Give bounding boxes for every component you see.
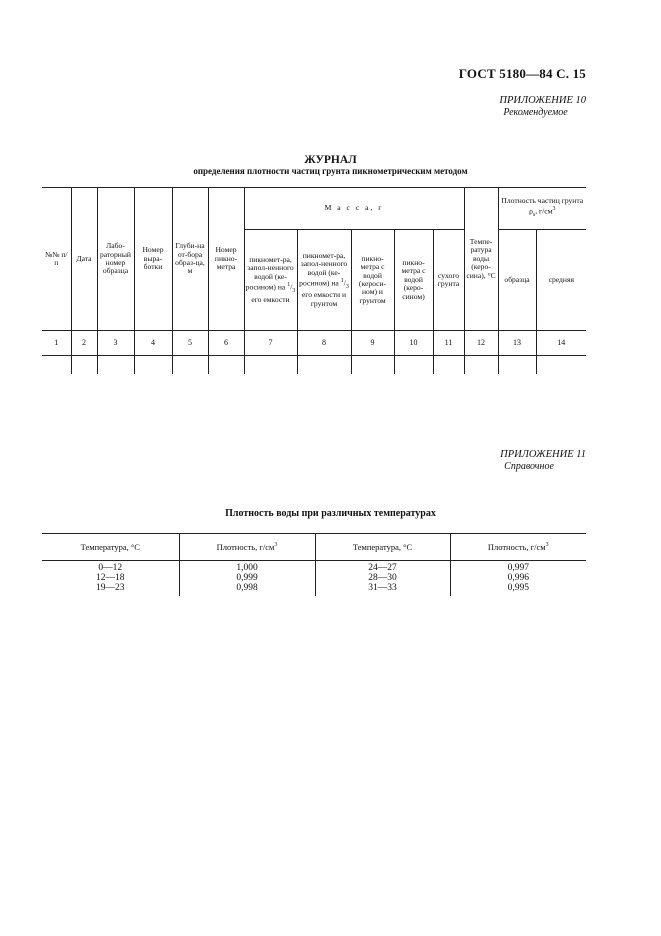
col-group-mass: М а с с а, г — [244, 188, 464, 230]
blank-cell — [244, 356, 297, 375]
blank-cell — [498, 356, 536, 375]
blank-cell — [394, 356, 433, 375]
col-group-particle-density: Плотность частиц грунта $\rho_s$, $г/см^3$ — [498, 188, 586, 230]
density-value: 28—30 — [368, 573, 397, 583]
column-number: 8 — [297, 331, 351, 356]
density-value: 19—23 — [96, 583, 125, 593]
density-value: 0—12 — [98, 563, 123, 573]
column-number-row — [42, 331, 586, 356]
col-header-excavation-number: Номер выра-ботки — [134, 188, 172, 331]
blank-cell — [172, 356, 208, 375]
journal-title: ЖУРНАЛ — [304, 154, 357, 166]
column-number: 12 — [464, 331, 498, 356]
column-number: 14 — [536, 331, 586, 356]
density-header-cell: Температура, °С — [315, 534, 450, 561]
col-header-mass-pycnometer-third: пикномет-ра, запол-ненного водой (ке-росином) на $^1/_3$ его емкости — [244, 230, 297, 331]
column-number: 11 — [433, 331, 464, 356]
density-value: 12—18 — [96, 573, 125, 583]
column-number: 5 — [172, 331, 208, 356]
density-value: 24—27 — [368, 563, 397, 573]
col-header-density-average: средняя — [536, 230, 586, 331]
col-header-pycnometer-number: Номер пикно-метра — [208, 188, 244, 331]
density-value: 0,999 — [236, 573, 258, 583]
column-number: 1 — [42, 331, 71, 356]
density-header-cell: Плотность, $г/см^3$ — [179, 534, 315, 561]
col-header-water-temperature: Темпе-ратура воды (керо-сина), °С — [464, 188, 498, 331]
blank-cell — [536, 356, 586, 375]
blank-cell — [42, 356, 71, 375]
column-number: 13 — [498, 331, 536, 356]
table-row — [42, 561, 586, 597]
appendix-11-title: ПРИЛОЖЕНИЕ 11 — [500, 449, 586, 460]
density-column-values — [179, 561, 315, 597]
blank-cell — [351, 356, 394, 375]
density-header-cell: Температура, °С — [42, 534, 179, 561]
density-column-values — [450, 561, 586, 597]
column-number: 6 — [208, 331, 244, 356]
col-header-sampling-depth: Глуби-на от-бора образ-ца, м — [172, 188, 208, 331]
document-header: ГОСТ 5180—84 С. 15 — [458, 66, 586, 81]
density-header-row — [42, 534, 586, 561]
appendix-10-title: ПРИЛОЖЕНИЕ 10 — [499, 95, 586, 106]
col-header-mass-pycnometer-water-soil: пикно-метра с водой (кероси-ном) и грунтом — [351, 230, 394, 331]
water-density-table — [42, 533, 586, 596]
blank-cell — [97, 356, 134, 375]
density-header-cell: Плотность, $г/см^3$ — [450, 534, 586, 561]
density-value: 0,998 — [236, 583, 258, 593]
appendix-10-label — [499, 95, 586, 119]
column-number: 10 — [394, 331, 433, 356]
blank-cell — [71, 356, 97, 375]
column-number: 9 — [351, 331, 394, 356]
col-header-density-sample: образца — [498, 230, 536, 331]
density-value: 0,996 — [507, 573, 529, 583]
column-number: 7 — [244, 331, 297, 356]
density-value: 31—33 — [368, 583, 397, 593]
blank-cell — [297, 356, 351, 375]
density-value: 1,000 — [236, 563, 258, 573]
density-table-title: Плотность воды при различных температурах — [225, 508, 436, 519]
density-body — [42, 561, 586, 597]
col-header-date: Дата — [71, 188, 97, 331]
density-value: 0,995 — [507, 583, 529, 593]
column-number: 2 — [71, 331, 97, 356]
density-value: 0,997 — [507, 563, 529, 573]
col-header-mass-pycnometer-water: пикно-метра с водой (керо-сином) — [394, 230, 433, 331]
col-header-mass-dry-soil: сухого грунта — [433, 230, 464, 331]
column-number: 3 — [97, 331, 134, 356]
col-header-lab-number: Лабо-раторный номер образца — [97, 188, 134, 331]
appendix-11-status: Справочное — [504, 461, 554, 472]
column-number: 4 — [134, 331, 172, 356]
blank-entry-row — [42, 356, 586, 375]
density-column-values — [42, 561, 179, 597]
blank-cell — [464, 356, 498, 375]
col-header-mass-pycnometer-third-soil: пикномет-ра, запол-ненного водой (ке-росином) на $^1/_3$ его емкости и грунтом — [297, 230, 351, 331]
journal-subtitle: определения плотности частиц грунта пикнометрическим методом — [193, 166, 468, 176]
col-header-number: №№ п/п — [42, 188, 71, 331]
blank-cell — [433, 356, 464, 375]
blank-cell — [134, 356, 172, 375]
appendix-11-label — [500, 449, 586, 473]
blank-cell — [208, 356, 244, 375]
journal-table — [42, 187, 586, 374]
appendix-10-status: Рекомендуемое — [503, 107, 568, 118]
density-column-values — [315, 561, 450, 597]
